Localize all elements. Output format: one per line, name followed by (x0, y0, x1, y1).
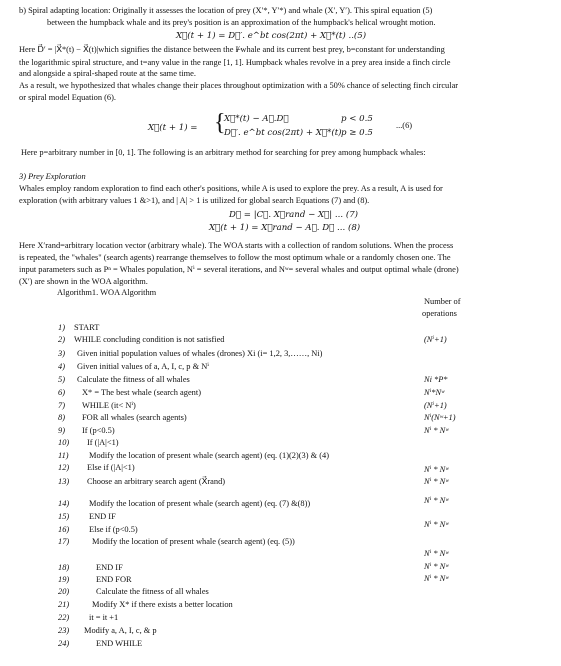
algorithm-step-number: 24) (58, 639, 70, 648)
section-3-line-4: is repeated, the "whales" (search agents) rearrange themselves to follow the most optimum whale or a randomly chosen one. The (19, 253, 451, 262)
operation-count: Nⁱ * Nʷ (424, 562, 449, 571)
algorithm-step-text: END IF (96, 563, 123, 572)
algorithm-step-text: START (74, 323, 100, 332)
equation-6-case-top: X⃗*(t) − A⃗.D⃗ (224, 114, 289, 124)
algorithm-step-number: 9) (58, 426, 65, 435)
algorithm-step-text: WHILE (it< Nⁱ) (82, 401, 136, 410)
algorithm-step-number: 20) (58, 587, 70, 596)
algorithm-step-text: X* = The best whale (search agent) (82, 388, 201, 397)
algorithm-step-number: 12) (58, 463, 70, 472)
section-b-line-5: and alongside a spiral-shaped route at the same time. (19, 69, 196, 78)
algorithm-step-text: Modify a, A, I, c, & p (84, 626, 157, 635)
algorithm-step-text: Modify the location of present whale (search agent) (eq. (7) &(8)) (89, 499, 311, 508)
algorithm-step-text: Calculate the fitness of all whales (96, 587, 209, 596)
algorithm-step-number: 23) (58, 626, 70, 635)
equation-8: X⃗(t + 1) = X⃗rand − A⃗. D⃗ ... (8) (209, 223, 361, 233)
algorithm-step-number: 1) (58, 323, 65, 332)
section-3-line-2: exploration (with arbitrary values 1 &>1), and | A| > 1 is utilized for global search Equations (7) and (8). (19, 196, 370, 205)
algorithm-step-number: 7) (58, 401, 65, 410)
algorithm-step-number: 13) (58, 477, 70, 486)
operation-count: Nⁱ * Nʷ (424, 520, 449, 529)
section-3-line-3: Here X′rand=arbitrary location vector (arbitrary whale). The WOA starts with a collection of random solutions. When the process (19, 241, 454, 250)
algorithm-step-number: 10) (58, 438, 70, 447)
section-b-line-6: As a result, we hypothesized that whales change their places throughout optimization with a 50% chance of selecting finch circular (19, 81, 459, 90)
algorithm-step-text: Modify the location of present whale (search agent) (eq. (1)(2)(3) & (4) (89, 451, 329, 460)
equation-5: X⃗(t + 1) = D⃗′. e^bt cos(2πt) + X⃗*(t) ..(5) (176, 31, 367, 41)
operation-count: Ni *P* (424, 375, 448, 384)
algorithm-step-text: Else if (|A|<1) (87, 463, 135, 472)
equation-6-case-bottom: D⃗′. e^bt cos(2πt) + X⃗*(t) (224, 128, 342, 138)
operation-count: Nⁱ * Nʷ (424, 574, 449, 583)
equation-6-number: ...(6) (396, 121, 413, 130)
algorithm-step-text: Given initial values of a, A, I, c, p & Nⁱ (77, 362, 209, 371)
algorithm-step-text: Modify the location of present whale (search agent) (eq. (5)) (92, 537, 295, 546)
algorithm-step-text: it = it +1 (89, 613, 119, 622)
operation-count: Nⁱ*Nʷ (424, 388, 445, 397)
section-3-line-6: (X′) are shown in the WOA algorithm. (19, 277, 148, 286)
operation-count: Nⁱ * Nʷ (424, 426, 449, 435)
algorithm-step-text: END FOR (96, 575, 132, 584)
algorithm-step-text: Else if (p<0.5) (89, 525, 138, 534)
algorithm-step-number: 21) (58, 600, 70, 609)
section-b-line-1: b) Spiral adapting location: Originally it assesses the location of prey (X′*, Y′*) and whale (X′, Y′). This spiral equation (5) (19, 6, 433, 15)
algorithm-step-text: If (p<0.5) (82, 426, 115, 435)
operation-count: Nⁱ(Nʷ+1) (424, 413, 456, 422)
equation-6-brace: { (214, 110, 226, 136)
section-b-line-3: Here D⃗′ = |X⃗*(t) − X⃗(t)|which signifies the distance between the I̶̸ whale and its current best prey, b=constant for understanding (19, 45, 445, 54)
operation-count: Nⁱ * Nʷ (424, 549, 449, 558)
operations-header-line-2: operations (422, 309, 457, 318)
operation-count: Nⁱ * Nʷ (424, 465, 449, 474)
equation-6-condition-bottom: p ≥ 0.5 (341, 128, 373, 138)
algorithm-step-number: 16) (58, 525, 70, 534)
section-b-line-8: Here p=arbitrary number in [0, 1]. The following is an arbitrary method for searching for prey among humpback whales: (21, 148, 426, 157)
algorithm-step-number: 4) (58, 362, 65, 371)
algorithm-title: Algorithm1. WOA Algorithm (57, 288, 157, 297)
algorithm-step-text: Calculate the fitness of all whales (77, 375, 190, 384)
section-3-line-1: Whales employ random exploration to find each other's positions, while A is used to explore the prey. As a result, A is used for (19, 184, 443, 193)
algorithm-step-number: 18) (58, 563, 70, 572)
section-3-line-5: input parameters such as Pⁿ = Whales population, Nⁱ = several iterations, and Nʷ= several whales and output optimal whale (drone) (19, 265, 459, 274)
algorithm-step-text: END IF (89, 512, 116, 521)
equation-7: D⃗ = |C⃗. X⃗rand − X⃗| ... (7) (229, 210, 359, 220)
section-b-line-4: the logarithmic spiral structure, and t=any value in the range [1, 1]. Humpback whales revolve in a prey area inside a finch circle (19, 58, 451, 67)
operation-count: (Nⁱ+1) (424, 401, 447, 410)
algorithm-step-number: 17) (58, 537, 70, 546)
algorithm-step-number: 11) (58, 451, 69, 460)
algorithm-step-number: 3) (58, 349, 65, 358)
algorithm-step-text: WHILE concluding condition is not satisfied (74, 335, 225, 344)
algorithm-step-number: 19) (58, 575, 70, 584)
algorithm-step-number: 22) (58, 613, 70, 622)
algorithm-step-text: END WHILE (96, 639, 143, 648)
algorithm-step-number: 14) (58, 499, 70, 508)
algorithm-step-text: Choose an arbitrary search agent (X⃗rand) (87, 477, 226, 486)
algorithm-step-number: 15) (58, 512, 70, 521)
operation-count: (Nⁱ+1) (424, 335, 447, 344)
equation-6-condition-top: p < 0.5 (341, 114, 373, 124)
algorithm-step-number: 6) (58, 388, 65, 397)
section-3-heading: 3) Prey Exploration (19, 172, 86, 181)
section-b-line-2: between the humpback whale and its prey's position is an approximation of the humpback's helical wrought motion. (47, 18, 436, 27)
algorithm-step-number: 5) (58, 375, 65, 384)
operation-count: Nⁱ * Nʷ (424, 477, 449, 486)
algorithm-step-text: FOR all whales (search agents) (82, 413, 187, 422)
equation-6-lhs: X⃗(t + 1) = (148, 123, 198, 133)
algorithm-step-number: 2) (58, 335, 65, 344)
algorithm-step-text: Given initial population values of whales (drones) Xi (i= 1,2, 3,……, Ni) (77, 349, 323, 358)
algorithm-step-text: If (|A|<1) (87, 438, 119, 447)
algorithm-step-text: Modify X* if there exists a better location (92, 600, 233, 609)
section-b-line-7: or spiral model Equation (6). (19, 93, 116, 102)
operations-header-line-1: Number of (424, 297, 461, 306)
algorithm-step-number: 8) (58, 413, 65, 422)
operation-count: Nⁱ * Nʷ (424, 496, 449, 505)
